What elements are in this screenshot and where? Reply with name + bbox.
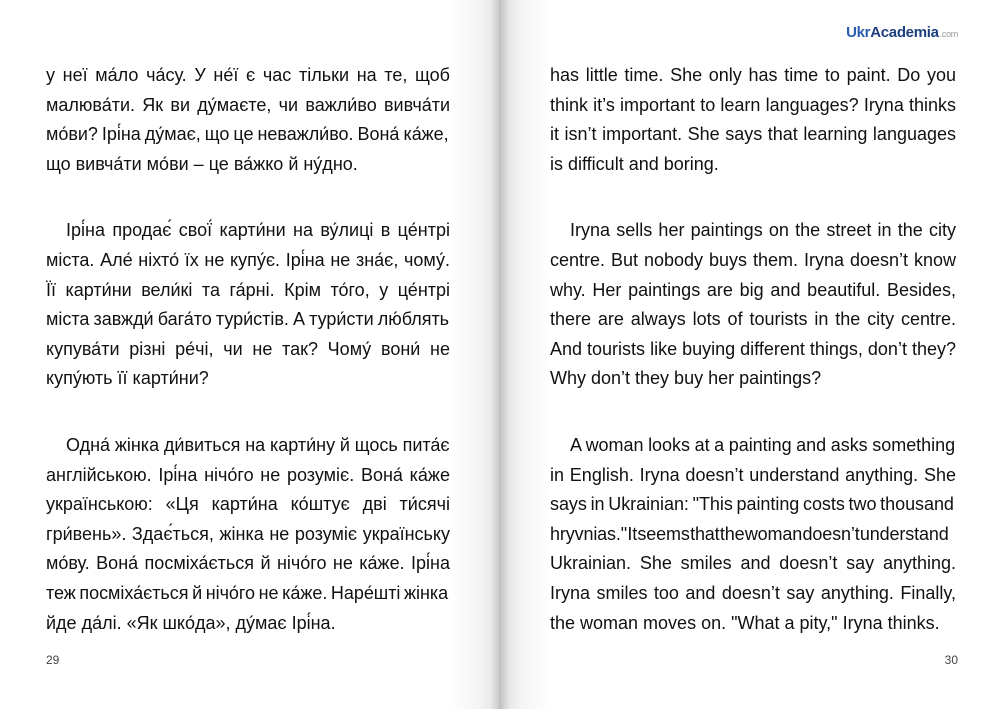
paragraph-gap (550, 394, 956, 431)
left-page-text-line: мо́ву. Вона́ посміха́ється й нічо́го не ка́же. Ірі́на (46, 553, 450, 574)
left-page-text (46, 61, 450, 638)
left-page-text-line: що вивча́ти мо́ви – це ва́жко й ну́дно. (46, 153, 358, 174)
right-page-text-line: A woman looks at a painting and asks something (570, 434, 956, 455)
right-page-text-line: says in Ukrainian: "This painting costs two thousand (550, 494, 954, 515)
right-page-paragraph (550, 216, 956, 394)
left-page-paragraph (46, 431, 450, 638)
right-page-paragraph (550, 431, 956, 638)
left-page-text-line: теж посміха́ється й нічо́го не ка́же. Наре́шті жінка (46, 582, 449, 603)
right-page-number: 30 (944, 653, 958, 667)
right-page-text-line: Ukrainian. She smiles and doesn’t say anything. (550, 553, 957, 574)
left-page-text-line: Її карти́ни вели́кі та га́рні. Крім то́го, у це́нтрі (46, 279, 451, 300)
right-page-text-line: why. Her paintings are big and beautiful. Besides, (550, 279, 957, 300)
left-page-text-line: малюва́ти. Як ви ду́маєте, чи важли́во вивча́ти (46, 94, 451, 115)
right-page-text-line: Why don’t they buy her paintings? (550, 368, 822, 389)
right-page-text-line: there are always lots of tourists in the city centre. (550, 309, 957, 330)
left-page-text-line: гри́вень». Здає́ться, жінка не розуміє українську (46, 523, 451, 544)
right-page-text-line: it isn’t important. She says that learning languages (550, 124, 957, 145)
left-page-text-line: у неї ма́ло ча́су. У не́ї є час тільки на те, щоб (46, 65, 450, 85)
left-page-number: 29 (46, 653, 60, 667)
left-page-text-line: Одна́ жінка ди́виться на карти́ну й щось пита́є (66, 434, 450, 455)
left-page-text-line: купува́ти різні ре́чі, чи не так? Чому́ вони́ не (46, 338, 451, 359)
paragraph-gap (46, 179, 450, 216)
logo-dotcom: .com (939, 29, 958, 39)
left-page-text-line: Ірі́на продає́ свої́ карти́ни на ву́лиці в це́нтрі (66, 220, 450, 241)
right-page-text-line: And tourists like buying different things, don’t they? (550, 338, 956, 359)
right-page-text-line: is difficult and boring. (550, 153, 719, 174)
right-page-text-line: Iryna smiles too and doesn’t say anything. Finally, (550, 582, 957, 603)
left-page-text-line: українською: «Ця карти́на ко́штує дві ти́сячі (46, 494, 450, 515)
left-page-text-line: міста. Але́ ніхто́ їх не купу́є. Ірі́на не зна́є, чому́. (46, 249, 451, 270)
left-page-text-line: міста завжди́ бага́то тури́стів. А тури́сти лю́блять (46, 309, 450, 330)
left-page-paragraph (46, 216, 450, 394)
left-page-text-line: мо́ви? Ірі́на ду́має, що це неважли́во. Вона́ ка́же, (46, 124, 449, 145)
paragraph-gap (550, 179, 956, 216)
logo-ukr: Ukr (846, 24, 871, 41)
right-page-text-line: think it’s important to learn languages? Iryna thinks (550, 94, 957, 115)
right-page-text-line: in English. Iryna doesn’t understand anything. She (550, 464, 957, 485)
right-page-text-line: hryvnias." It seems that the woman doesn’t understand (550, 523, 949, 544)
ukracademia-logo[interactable] (846, 24, 958, 41)
logo-academia: Academia (870, 24, 939, 41)
left-page-paragraph (46, 61, 450, 179)
right-page-text-line: has little time. She only has time to paint. Do you (550, 65, 956, 85)
paragraph-gap (46, 394, 450, 431)
right-page-text-line: the woman moves on. "What a pity," Iryna thinks. (550, 612, 940, 633)
right-page-text-line: centre. But nobody buys them. Iryna doesn’t know (550, 249, 957, 270)
right-page-paragraph (550, 61, 956, 179)
right-page-text-line: Iryna sells her paintings on the street in the city (570, 220, 956, 241)
left-page-text-line: англійською. Ірі́на нічо́го не розуміє. Вона́ ка́же (46, 464, 450, 485)
left-page-text-line: купу́ють її карти́ни? (46, 368, 209, 389)
right-page-text (550, 61, 956, 638)
left-page-text-line: йде да́лі. «Як шко́да», ду́має Ірі́на. (46, 612, 336, 633)
